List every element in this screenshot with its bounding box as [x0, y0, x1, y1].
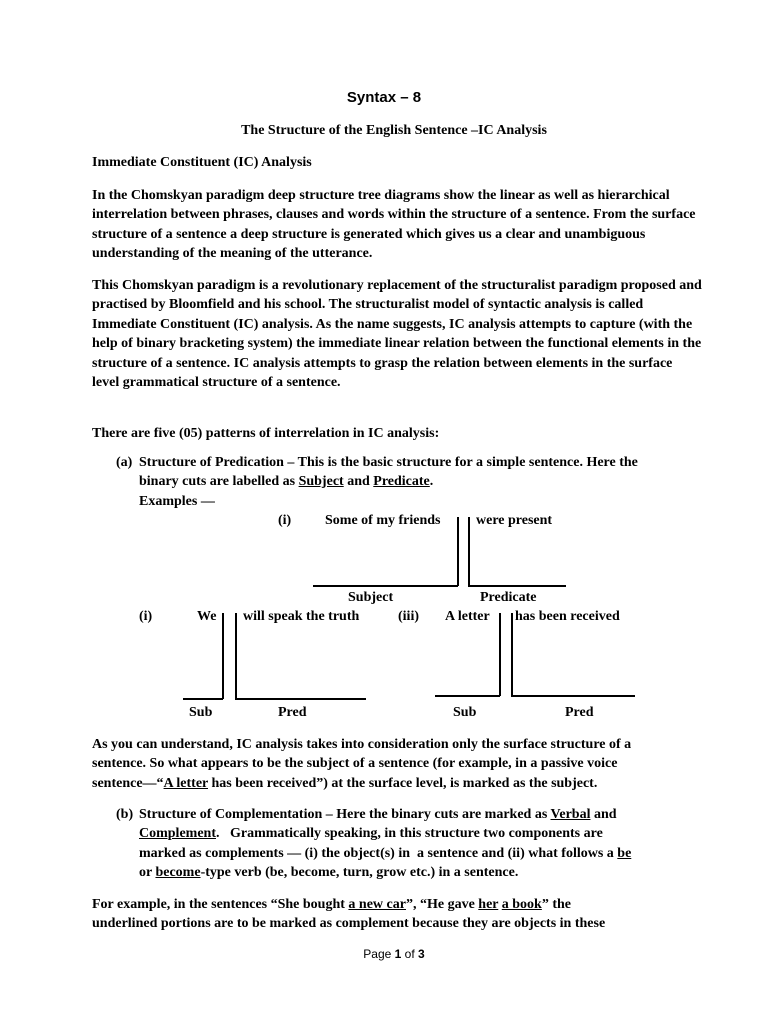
item-a-line-1: Structure of Predication – This is the basic structure for a simple sentence. Here the — [139, 455, 638, 470]
item-b-text-2: and — [590, 807, 617, 822]
example-1-right: were present — [476, 513, 553, 528]
ex1-base-left — [313, 585, 458, 587]
a-letter-term: A letter — [163, 776, 208, 791]
period-text: . — [429, 474, 434, 489]
example-2-number: (i) — [139, 609, 153, 624]
item-b-line-1 — [139, 807, 617, 823]
ex2-cut-right — [235, 613, 237, 699]
ex1-base-right — [468, 585, 566, 587]
example-1-label-right: Predicate — [480, 590, 537, 605]
ex2-base-right — [235, 698, 366, 700]
item-b-text-6: -type verb (be, become, turn, grow etc.) in a sentence. — [200, 865, 519, 880]
list-marker-b: (b) — [116, 807, 134, 822]
ex2-base-left — [183, 698, 223, 700]
verbal-term: Verbal — [550, 807, 591, 822]
example-2-label-left: Sub — [189, 705, 213, 720]
paragraph-3: There are five (05) patterns of interrelation in IC analysis: — [92, 426, 440, 441]
ex3-base-left — [435, 695, 500, 697]
paragraph-5-line-1 — [92, 897, 571, 913]
footer-page-number: 1 — [394, 947, 402, 961]
paragraph-4-line-2: sentence. So what appears to be the subject of a sentence (for example, in a passive voice — [92, 756, 618, 771]
item-b-line-4 — [139, 865, 518, 881]
paragraph-2: This Chomskyan paradigm is a revolutionary replacement of the structuralist paradigm proposed and practised by Bloomfield and his school. The structuralist model of syntactic analysis is called Immediate Constituent (IC) analysis. As the name suggests, IC analysis attempts to capture (with the help of binary bracketing system) the immediate linear relation between the functional elements in the structure of a sentence. IC analysis attempts to grasp the relation between elements in the surface level grammatical structure of a sentence. — [92, 278, 702, 391]
example-1-left: Some of my friends — [325, 513, 441, 528]
ex2-cut-left — [222, 613, 224, 699]
ex3-base-right — [511, 695, 635, 697]
example-3-number: (iii) — [398, 609, 419, 624]
section-heading: Immediate Constituent (IC) Analysis — [92, 155, 312, 170]
item-b-line-2 — [139, 826, 603, 842]
a-new-car-term: a new car — [348, 897, 406, 912]
complement-term: Complement — [139, 826, 216, 841]
ex1-cut-left — [457, 517, 459, 586]
example-3-left: A letter — [445, 609, 490, 624]
item-a-line-2 — [139, 474, 433, 490]
a-book-term: a book — [501, 897, 542, 912]
item-a-text: binary cuts are labelled as — [139, 474, 299, 489]
document-subtitle: The Structure of the English Sentence –IC Analysis — [241, 123, 547, 138]
example-1-number: (i) — [278, 513, 292, 528]
paragraph-1: In the Chomskyan paradigm deep structure tree diagrams show the linear as well as hierarchical interrelation between phrases, clauses and words within the structure of a sentence. From the surface structure of a sentence a deep structure is generated which gives us a clear and unambiguous understanding of the meaning of the utterance. — [92, 188, 696, 262]
her-term: her — [478, 897, 499, 912]
subject-term: Subject — [298, 474, 344, 489]
example-2-right: will speak the truth — [243, 609, 360, 624]
examples-label: Examples — — [139, 494, 215, 509]
p5-text-a: For example, in the sentences “She bought — [92, 897, 349, 912]
item-b-text-4: marked as complements — (i) the object(s) in a sentence and (ii) what follows a — [139, 846, 618, 861]
and-text: and — [343, 474, 374, 489]
be-term: be — [617, 846, 632, 861]
footer-total-pages: 3 — [418, 947, 425, 961]
item-b-text-5: or — [139, 865, 156, 880]
p4-text: sentence—“ — [92, 776, 164, 791]
item-b-line-3 — [139, 846, 631, 862]
example-1-label-left: Subject — [348, 590, 394, 605]
become-term: become — [155, 865, 201, 880]
footer-prefix: Page — [363, 947, 395, 961]
example-2-label-right: Pred — [278, 705, 307, 720]
paragraph-4-line-1: As you can understand, IC analysis takes into consideration only the surface structure of a — [92, 737, 632, 752]
p4-text-end: has been received”) at the surface level, is marked as the subject. — [208, 776, 598, 791]
p5-text-b: ”, “He gave — [405, 897, 479, 912]
predicate-term: Predicate — [373, 474, 430, 489]
ex1-cut-right — [468, 517, 470, 586]
ex3-cut-right — [511, 613, 513, 696]
item-b-text-3: . Grammatically speaking, in this structure two components are — [216, 826, 603, 841]
page-footer — [0, 947, 768, 961]
footer-of: of — [401, 947, 419, 961]
paragraph-5-line-2: underlined portions are to be marked as complement because they are objects in these — [92, 916, 606, 931]
list-marker-a: (a) — [116, 455, 133, 470]
example-3-label-right: Pred — [565, 705, 594, 720]
ex3-cut-left — [499, 613, 501, 696]
item-b-text: Structure of Complementation – Here the binary cuts are marked as — [139, 807, 551, 822]
example-2-left: We — [197, 609, 217, 624]
example-3-right: has been received — [515, 609, 620, 624]
example-3-label-left: Sub — [453, 705, 477, 720]
paragraph-4-line-3 — [92, 776, 597, 792]
p5-text-d: ” the — [541, 897, 572, 912]
page-title: Syntax – 8 — [346, 89, 422, 106]
